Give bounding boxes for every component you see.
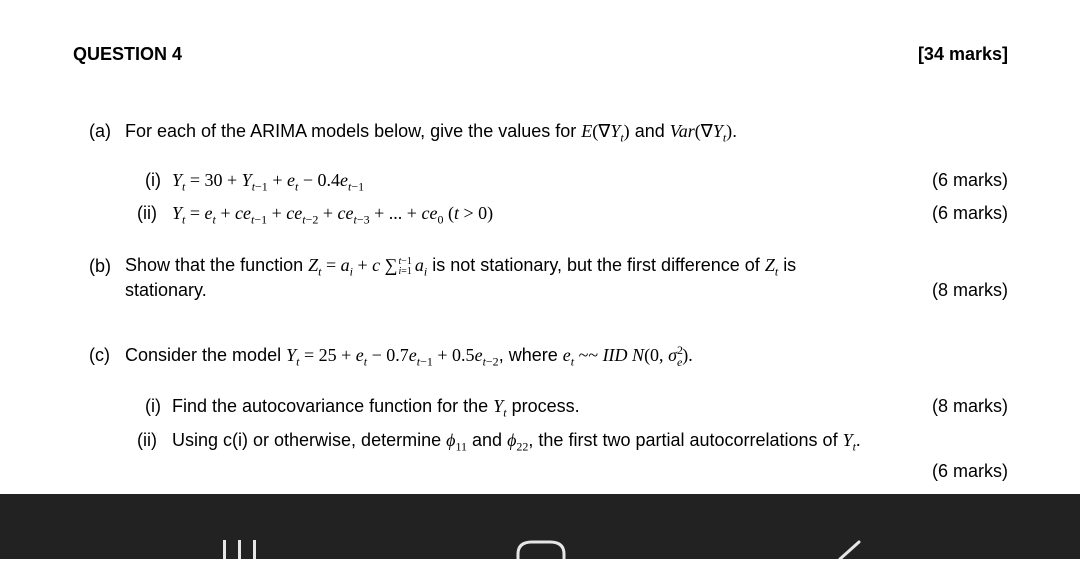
part-a-ii-marks: (6 marks) — [932, 203, 1008, 223]
part-b-marks: (8 marks) — [932, 280, 1008, 300]
part-a-ii-equation: $Y_t = e_t + ce_{t-1} + ce_{t-2} + ce_{t-3}$ + ... + $ce_0$ (t > 0) — [172, 203, 494, 227]
part-a-i-label: (i) — [145, 170, 161, 190]
part-a-i-marks: (6 marks) — [932, 170, 1008, 190]
part-c-intro: Consider the model $Y_t = 25 + e_t - 0.7e_{t-1} + 0.5e_{t-2}$, where $e_t$ ~~ IID N(0, $\sigma^2_e$). — [125, 343, 693, 369]
part-a-ii-label: (ii) — [137, 203, 157, 223]
navigation-bar — [0, 494, 1080, 559]
home-icon[interactable] — [514, 538, 568, 559]
part-a-i-equation: $Y_t = 30 + Y_{t-1} + e_t - 0.4e_{t-1}$ — [172, 170, 365, 194]
part-c-ii-marks: (6 marks) — [932, 461, 1008, 481]
part-a-label: (a) — [89, 121, 111, 141]
part-c-label: (c) — [89, 345, 110, 365]
part-b-text: Show that the function $Z_t = a_i + c$ ∑t−1 i=1 $a_i$ is not stationary, but the first difference of $Z_t$ is — [125, 255, 797, 279]
part-c-ii-text: Using c(i) or otherwise, determine $\phi_{11}$ and $\phi_{22}$, the first two partial autocorrelations of $Y_t$. — [172, 430, 861, 454]
part-a-intro: For each of the ARIMA models below, give the values for $E(\nabla Y_t)$ and $Var(\nabla Y_t)$. — [125, 121, 738, 145]
part-c-ii-label: (ii) — [137, 430, 157, 450]
part-c-i-label: (i) — [145, 396, 161, 416]
part-b-line2: stationary. — [125, 280, 207, 300]
expectation-expr: $E(\nabla Y_t)$ — [581, 121, 630, 145]
total-marks: [34 marks] — [917, 44, 1008, 64]
part-b-label: (b) — [89, 256, 111, 276]
model-expr: $Y_t = 25 + e_t - 0.7e_{t-1} + 0.5e_{t-2}$ — [286, 345, 499, 369]
recent-apps-icon[interactable] — [218, 538, 266, 559]
noise-expr: $e_t$ ~~ IID N(0, $\sigma^2_e$). — [562, 343, 693, 369]
back-icon[interactable] — [826, 538, 866, 559]
part-c-i-marks: (8 marks) — [932, 396, 1008, 416]
part-c-i-text: Find the autocovariance function for the $Y_t$ process. — [172, 396, 580, 420]
variance-expr: $Var(\nabla Y_t)$ — [669, 121, 733, 145]
question-title: QUESTION 4 — [73, 44, 183, 64]
function-expr: $Z_t = a_i + c$ ∑t−1 i=1 $a_i$ — [308, 255, 428, 279]
